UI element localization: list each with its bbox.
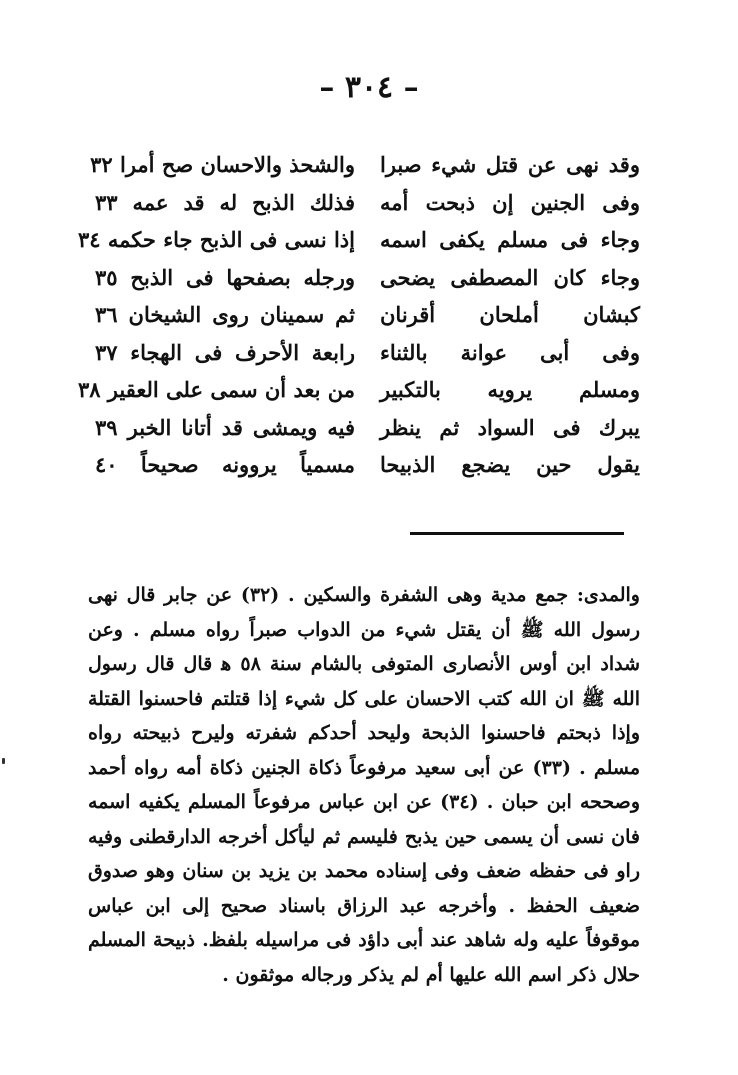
verse-first-hemistich: يقول حين يضجع الذبيحا [380, 452, 640, 478]
margin-mark [2, 758, 5, 764]
verse-second-hemistich: فيه ويمشى قد أتانا الخبر ٣٩ [95, 414, 355, 440]
verse-second-hemistich: فذلك الذبح له قد عمه ٣٣ [95, 189, 355, 215]
verse [77, 371, 640, 409]
verse-first-hemistich: وفى أبى عوانة بالثناء [380, 339, 640, 365]
verse-second-hemistich: مسمياً يروونه صحيحاً ٤٠ [95, 452, 355, 478]
verse [95, 259, 640, 297]
commentary-text: والمدى: جمع مدية وهى الشفرة والسكين . (٣٢) عن جابر قال نهى رسول الله ﷺ أن يقتل شيء من الدواب صبراً رواه مسلم . وعن شداد ابن أوس الأنصارى المتوفى بالشام سنة ٥٨ ﻫ قال قال رسول الله ﷺ ان الله كتب الاحسان على كل شيء إذا قتلتم فاحسنوا القتلة وإذا ذبحتم فاحسنوا الذبحة وليحد أحدكم شفرته وليرح ذبيحته رواه مسلم . (٣٣) عن أبى سعيد مرفوعاً ذكاة الجنين ذكاة أمه رواه أحمد وصححه ابن حبان . (٣٤) عن ابن عباس مرفوعاً المسلم يكفيه اسمه فان نسى أن يسمى حين يذبح فليسم ثم ليأكل أخرجه الدارقطنى وفيه راو فى حفظه ضعف وفى إسناده محمد بن يزيد بن سنان وهو صدوق ضعيف الحفظ . وأخرجه عبد الرزاق باسناد صحيح إلى ابن عباس موقوفاً عليه وله شاهد عند أبى داؤد فى مراسيله بلفظ. ذبيحة المسلم حلال ذكر اسم الله عليها أم لم يذكر ورجاله موثقون . [88, 584, 641, 986]
verse-second-hemistich: ورجله بصفحها فى الذبح ٣٥ [95, 264, 355, 290]
verse [95, 296, 640, 334]
verse-first-hemistich: وفى الجنين إن ذبحت أمه [380, 189, 640, 215]
verse-first-hemistich: وجاء كان المصطفى يضحى [380, 264, 640, 290]
verse-second-hemistich: والشحذ والاحسان صح أمرا ٣٢ [90, 152, 355, 178]
verse [78, 221, 640, 259]
verse [90, 146, 640, 184]
page-number: – ٣٠٤ – [319, 70, 419, 105]
verse [95, 409, 640, 447]
section-divider [410, 532, 624, 535]
verse-first-hemistich: ومسلم يرويه بالتكبير [380, 377, 640, 403]
verse [95, 184, 640, 222]
verse-first-hemistich: يبرك فى السواد ثم ينظر [380, 414, 640, 440]
verse-second-hemistich: ثم سمينان روى الشيخان ٣٦ [95, 302, 355, 328]
poem [77, 146, 640, 484]
verse [95, 446, 640, 484]
verse [95, 334, 640, 372]
verse-second-hemistich: إذا نسى فى الذبح جاء حكمه ٣٤ [78, 227, 355, 253]
verse-first-hemistich: كبشان أملحان أقرنان [380, 302, 640, 328]
verse-second-hemistich: رابعة الأحرف فى الهجاء ٣٧ [95, 339, 355, 365]
verse-first-hemistich: وجاء فى مسلم يكفى اسمه [380, 227, 640, 253]
verse-first-hemistich: وقد نهى عن قتل شيء صبرا [380, 152, 640, 178]
verse-second-hemistich: من بعد أن سمى على العقير ٣٨ [77, 377, 355, 403]
